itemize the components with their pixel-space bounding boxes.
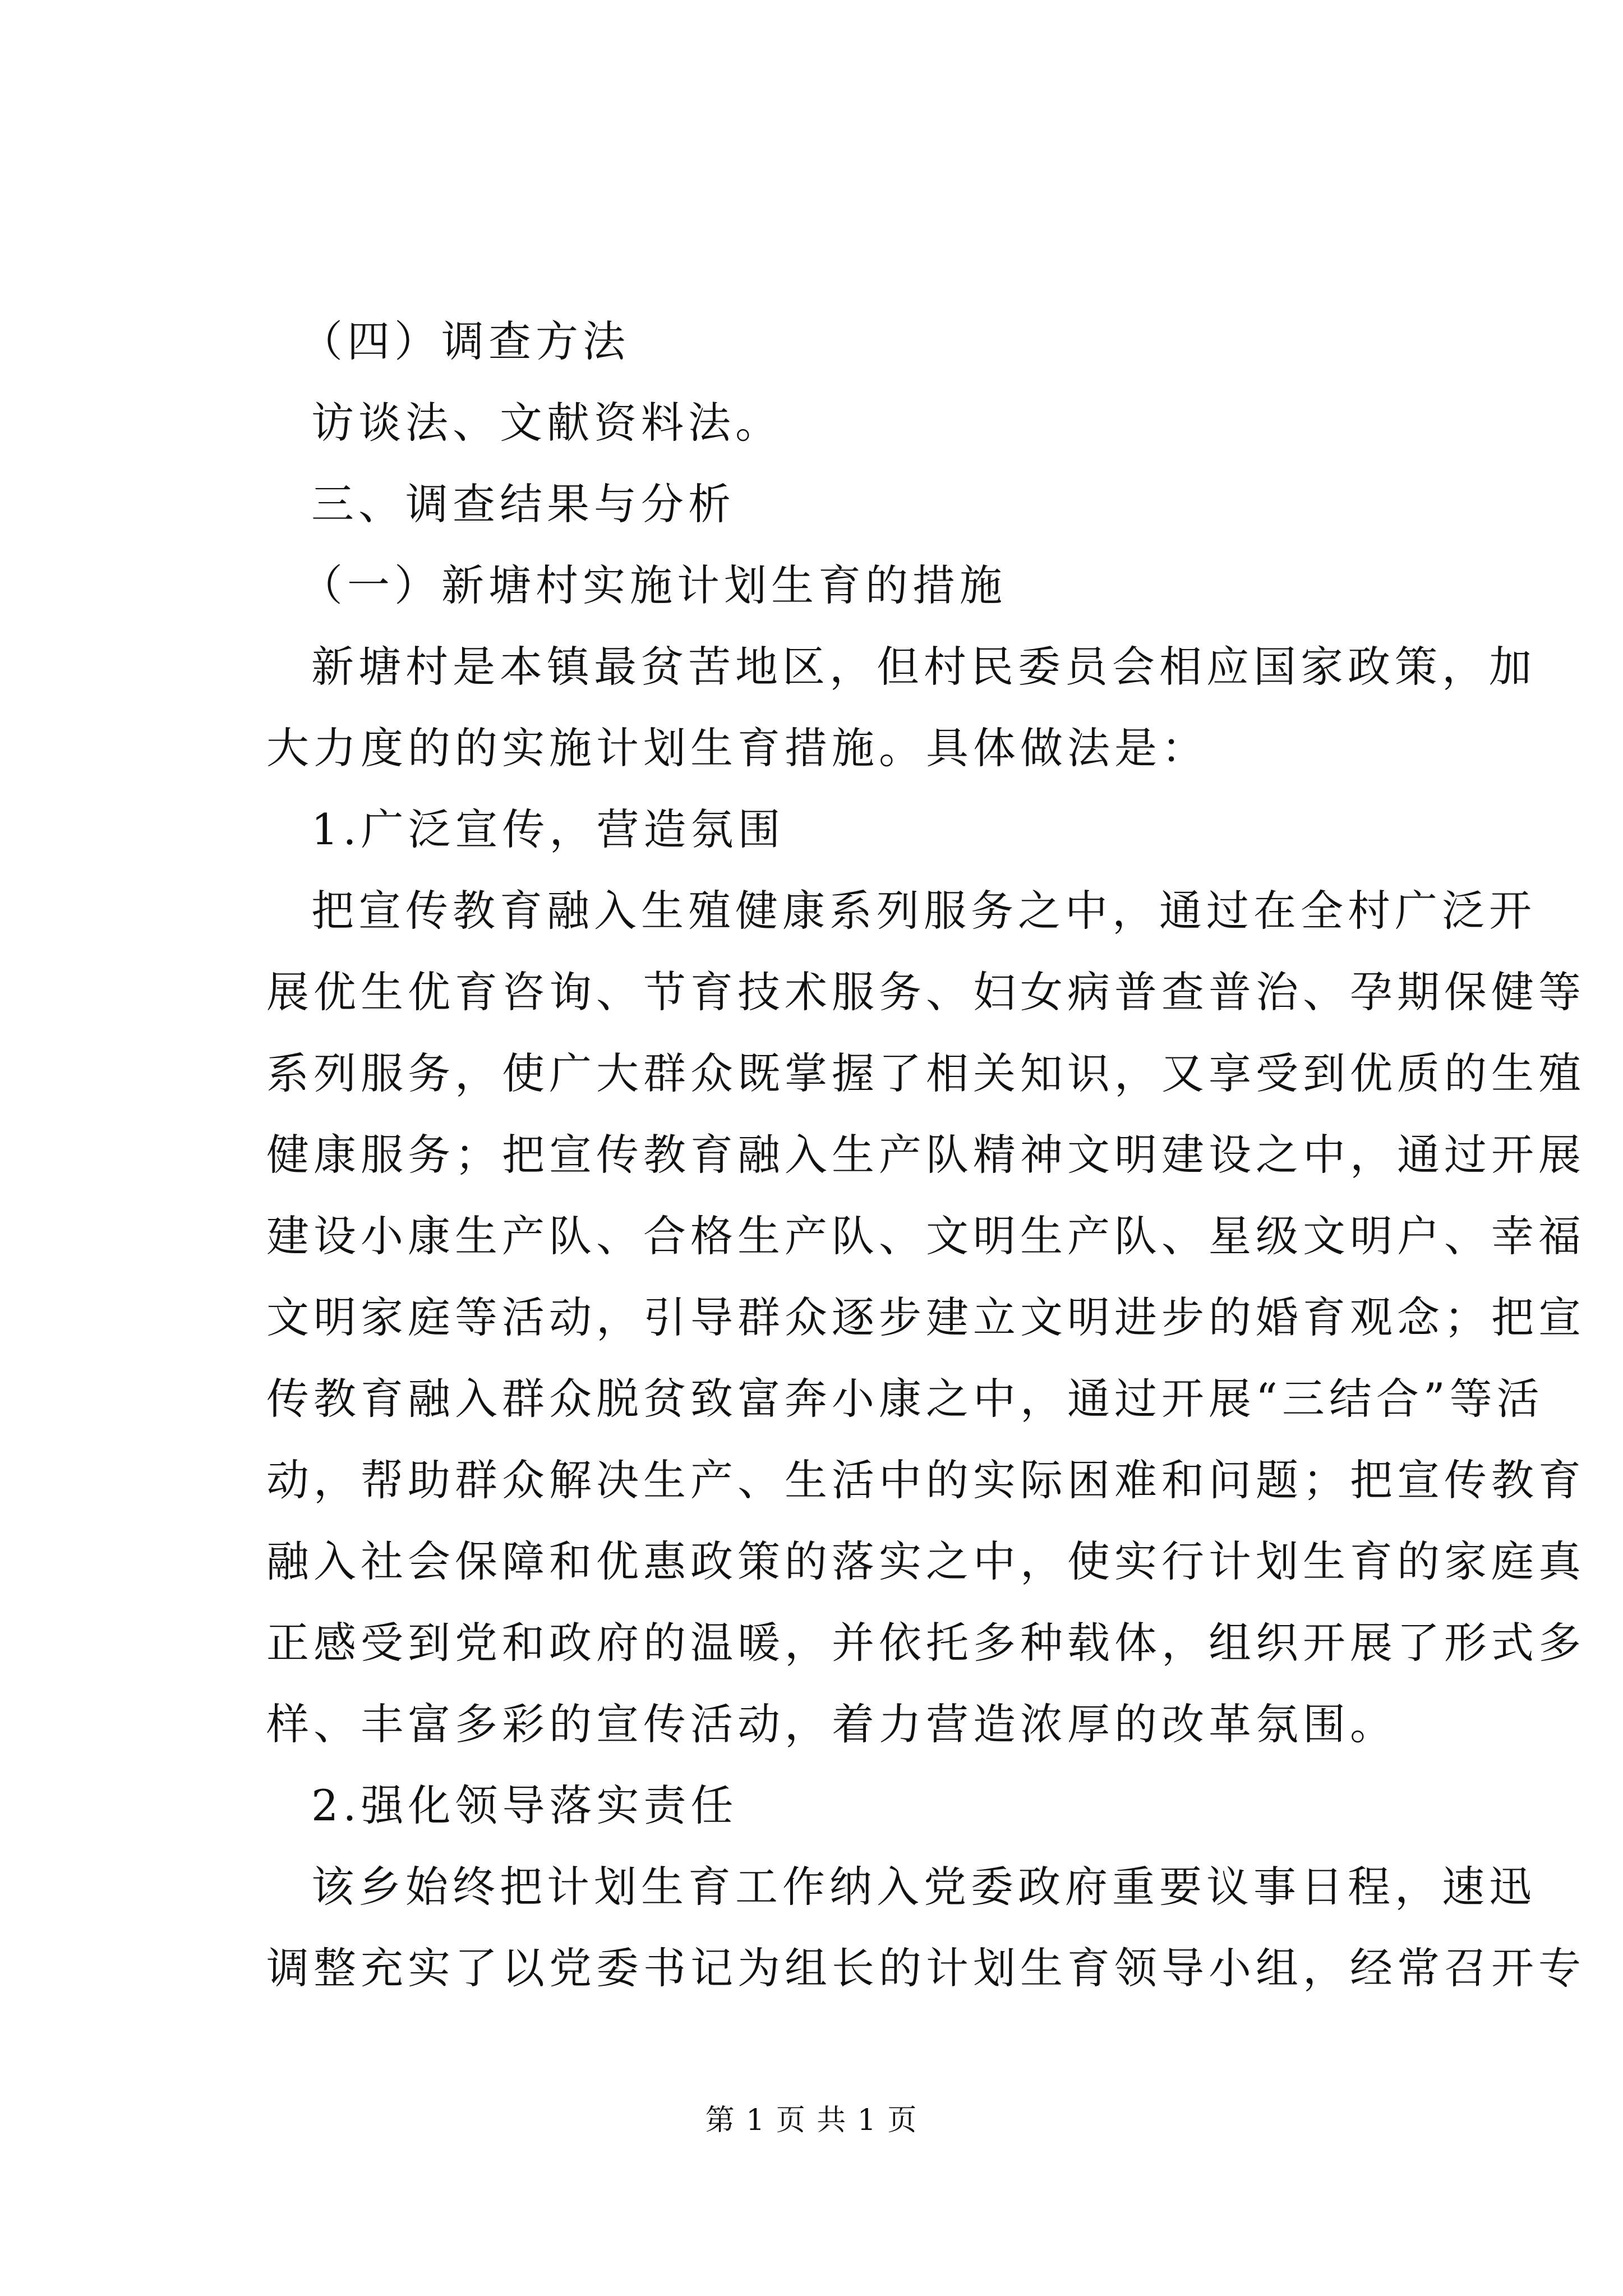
page-footer: 第 1 页 共 1 页 (705, 2104, 918, 2137)
section-heading-results: 三、调查结果与分析 (311, 479, 735, 529)
paragraph-line: 调整充实了以党委书记为组长的计划生育领导小组，经常召开专 (266, 1943, 1585, 1993)
paragraph-line: 健康服务；把宣传教育融入生产队精神文明建设之中，通过开展 (266, 1130, 1585, 1180)
paragraph-line: 系列服务，使广大群众既掌握了相关知识，又享受到优质的生殖 (266, 1048, 1585, 1098)
subsection-heading-measures: （一）新塘村实施计划生育的措施 (300, 560, 1007, 610)
paragraph-line: 动，帮助群众解决生产、生活中的实际困难和问题；把宣传教育 (266, 1455, 1585, 1505)
paragraph-line: 建设小康生产队、合格生产队、文明生产队、星级文明户、幸福 (266, 1211, 1585, 1261)
paragraph-line: 大力度的的实施计划生育措施。具体做法是： (266, 723, 1209, 773)
document-body (266, 301, 1585, 2009)
paragraph-line: 传教育融入群众脱贫致富奔小康之中，通过开展“三结合”等活 (266, 1374, 1544, 1424)
subheading-publicity: 1.广泛宣传，营造氛围 (311, 804, 785, 854)
paragraph-line: 该乡始终把计划生育工作纳入党委政府重要议事日程，速迅 (311, 1862, 1536, 1912)
paragraph-line: 文明家庭等活动，引导群众逐步建立文明进步的婚育观念；把宣 (266, 1292, 1585, 1342)
paragraph-line: 样、丰富多彩的宣传活动，着力营造浓厚的改革氛围。 (266, 1699, 1397, 1749)
paragraph-line: 访谈法、文献资料法。 (311, 398, 782, 448)
section-heading-methods: （四）调查方法 (300, 316, 630, 366)
paragraph-line: 新塘村是本镇最贫苦地区，但村民委员会相应国家政策，加 (311, 642, 1536, 692)
paragraph-line: 把宣传教育融入生殖健康系列服务之中，通过在全村广泛开 (311, 886, 1536, 936)
paragraph-line: 正感受到党和政府的温暖，并依托多种载体，组织开展了形式多 (266, 1618, 1585, 1668)
paragraph-line: 融入社会保障和优惠政策的落实之中，使实行计划生育的家庭真 (266, 1536, 1585, 1586)
paragraph-line: 展优生优育咨询、节育技术服务、妇女病普查普治、孕期保健等 (266, 967, 1585, 1017)
subheading-leadership: 2.强化领导落实责任 (311, 1780, 738, 1830)
